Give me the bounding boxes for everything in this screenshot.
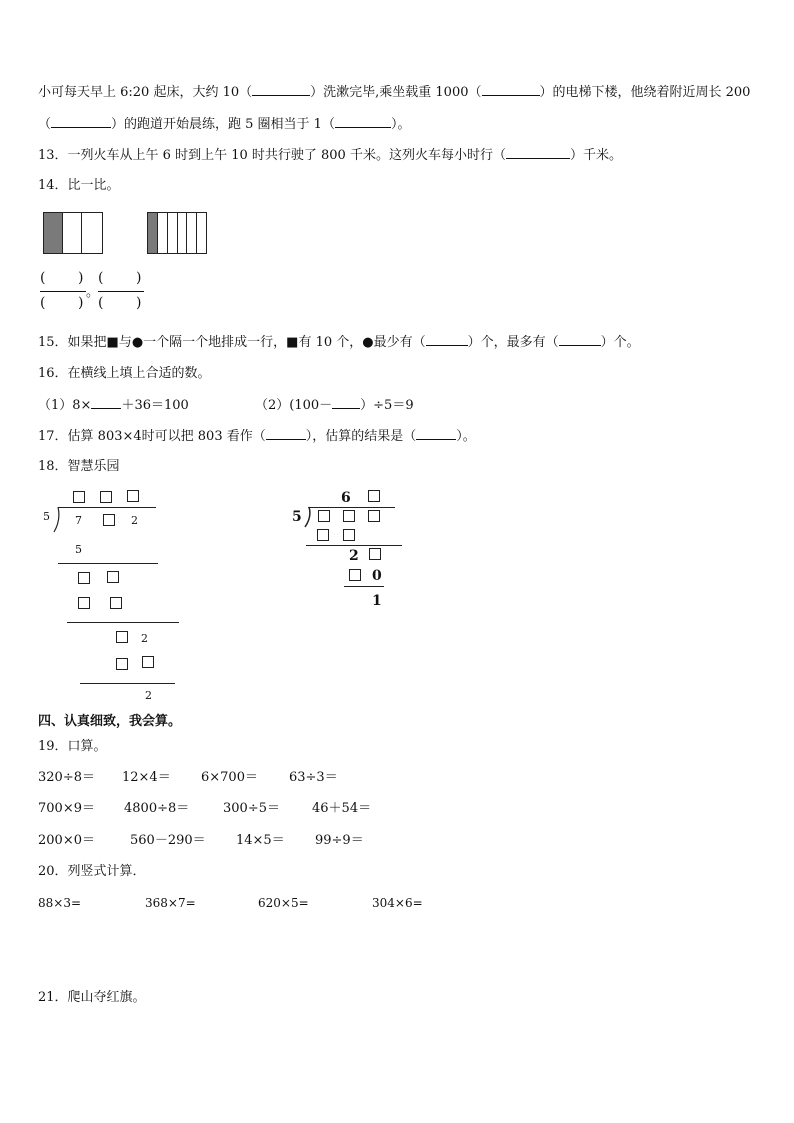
fraction-bar-sixths bbox=[147, 212, 207, 254]
answer-blank[interactable] bbox=[559, 334, 601, 346]
oral-calc: 4800÷8＝ bbox=[124, 801, 190, 816]
digit-box[interactable] bbox=[349, 569, 361, 581]
answer-blank[interactable] bbox=[426, 334, 468, 346]
q17: 17．估算 803×4时可以把 803 看作（ ），估算的结果是（ ）。 bbox=[38, 429, 476, 444]
q20-title: 20．列竖式计算． bbox=[38, 864, 146, 879]
fraction-answer-right[interactable]: ( ) ( ) bbox=[98, 270, 144, 316]
digit-box[interactable] bbox=[369, 548, 381, 560]
digit-box[interactable] bbox=[317, 529, 329, 541]
digit-box[interactable] bbox=[78, 572, 90, 584]
digit-box[interactable] bbox=[78, 597, 90, 609]
answer-blank[interactable] bbox=[335, 116, 391, 128]
fraction-bar-thirds bbox=[43, 212, 103, 254]
oral-calc: 300÷5＝ bbox=[223, 801, 280, 816]
oral-calc: 99÷9＝ bbox=[315, 833, 364, 848]
q13: 13．一列火车从上午 6 时到上午 10 时共行驶了 800 千米。这列火车每小时行（ ）千米。 bbox=[38, 148, 622, 163]
digit-box[interactable] bbox=[110, 597, 122, 609]
digit-box[interactable] bbox=[116, 631, 128, 643]
oral-calc: 320÷8＝ bbox=[38, 770, 95, 785]
q16-part-1: （1）8× ＋36＝100 bbox=[38, 398, 189, 413]
digit-box[interactable] bbox=[107, 571, 119, 583]
answer-blank[interactable] bbox=[416, 428, 456, 440]
answer-blank[interactable] bbox=[332, 397, 360, 409]
dividend-digit: 2 bbox=[141, 632, 148, 645]
vertical-calc: 368×7= bbox=[145, 896, 196, 910]
digit-box[interactable] bbox=[368, 510, 380, 522]
digit-box[interactable] bbox=[100, 491, 112, 503]
compare-mark[interactable]: 。 bbox=[86, 285, 100, 300]
vertical-calc: 304×6= bbox=[372, 896, 423, 910]
answer-blank[interactable] bbox=[506, 147, 570, 159]
q12-line-1: 小可每天早上 6:20 起床，大约 10（ ）洗漱完毕,乘坐载重 1000（ ）的电梯下楼，他绕着附近周长 200 bbox=[38, 85, 751, 100]
digit-box[interactable] bbox=[318, 510, 330, 522]
digit-box[interactable] bbox=[116, 658, 128, 670]
digit-box[interactable] bbox=[73, 491, 85, 503]
digit-box[interactable] bbox=[142, 656, 154, 668]
q15: 15．如果把■与●一个隔一个地排成一行，■有 10 个，●最少有（ ）个，最多有（ ）个。 bbox=[38, 335, 640, 350]
oral-calc: 46＋54＝ bbox=[312, 801, 372, 816]
quotient-digit: 6 bbox=[341, 490, 351, 506]
q16-part-2: （2）(100－ ）÷5＝9 bbox=[255, 398, 414, 413]
digit-box[interactable] bbox=[343, 510, 355, 522]
remainder: 1 bbox=[372, 593, 382, 609]
answer-blank[interactable] bbox=[91, 397, 121, 409]
product-digit: 5 bbox=[75, 543, 82, 556]
q21-title: 21．爬山夺红旗。 bbox=[38, 990, 146, 1005]
divisor: 5 bbox=[292, 509, 302, 525]
oral-calc: 14×5＝ bbox=[236, 833, 285, 848]
answer-blank[interactable] bbox=[51, 116, 111, 128]
vertical-calc: 620×5= bbox=[258, 896, 309, 910]
difference-digit: 2 bbox=[349, 548, 359, 564]
oral-calc: 12×4＝ bbox=[122, 770, 171, 785]
dividend-digit: 2 bbox=[131, 514, 138, 527]
q16-title: 16．在横线上填上合适的数。 bbox=[38, 366, 211, 381]
oral-calc: 63÷3＝ bbox=[289, 770, 338, 785]
remainder: 2 bbox=[145, 689, 152, 702]
q19-title: 19．口算。 bbox=[38, 739, 107, 754]
section-4-title: 四、认真细致，我会算。 bbox=[38, 714, 182, 729]
answer-blank[interactable] bbox=[266, 428, 306, 440]
digit-box[interactable] bbox=[103, 514, 115, 526]
answer-blank[interactable] bbox=[482, 84, 540, 96]
oral-calc: 200×0＝ bbox=[38, 833, 95, 848]
dividend-digit: 7 bbox=[75, 514, 82, 527]
digit-box[interactable] bbox=[343, 529, 355, 541]
q12-line-2: （ ）的跑道开始晨练，跑 5 圈相当于 1（ ）。 bbox=[38, 117, 411, 132]
division-bracket bbox=[52, 506, 64, 534]
divisor: 5 bbox=[43, 510, 50, 523]
q14-title: 14．比一比。 bbox=[38, 178, 120, 193]
answer-blank[interactable] bbox=[252, 84, 310, 96]
oral-calc: 6×700＝ bbox=[201, 770, 258, 785]
fraction-answer-left[interactable]: ( ) ( ) bbox=[40, 270, 86, 316]
oral-calc: 700×9＝ bbox=[38, 801, 95, 816]
digit-box[interactable] bbox=[368, 490, 380, 502]
vertical-calc: 88×3= bbox=[38, 896, 82, 910]
division-bracket bbox=[303, 506, 315, 528]
q18-title: 18．智慧乐园 bbox=[38, 459, 120, 474]
oral-calc: 560－290＝ bbox=[130, 833, 206, 848]
digit-box[interactable] bbox=[127, 490, 139, 502]
product-digit: 0 bbox=[372, 568, 382, 584]
